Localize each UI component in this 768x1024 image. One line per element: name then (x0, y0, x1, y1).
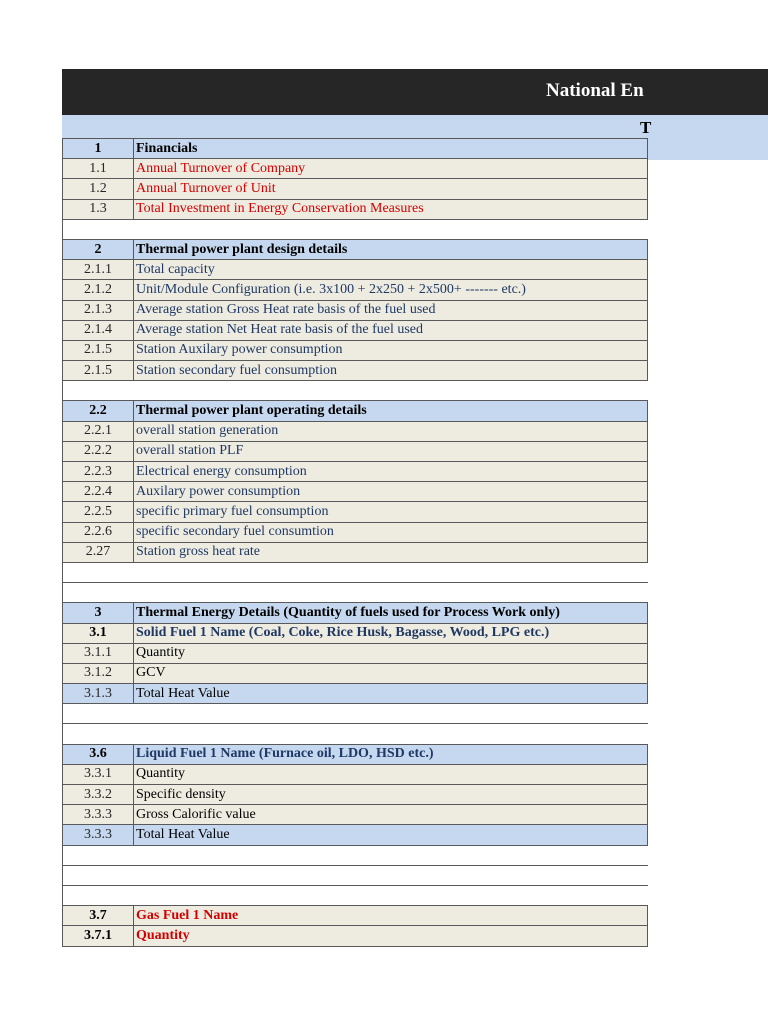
row-description-cell: Liquid Fuel 1 Name (Furnace oil, LDO, HSD etc.) (134, 744, 648, 764)
row-number-cell (63, 219, 134, 239)
row-description-cell (134, 724, 648, 744)
row-description-cell (134, 845, 648, 865)
section-header-row (63, 139, 648, 159)
table-row (63, 542, 648, 562)
row-number-cell: 1.1 (63, 159, 134, 179)
row-description-cell: Station secondary fuel consumption (134, 361, 648, 381)
row-description-cell: Thermal Energy Details (Quantity of fuels used for Process Work only) (134, 603, 648, 623)
row-description-cell: Thermal power plant operating details (134, 401, 648, 421)
row-description-cell (134, 865, 648, 885)
row-description-cell: Quantity (134, 764, 648, 784)
title-banner (62, 69, 768, 115)
row-description-cell: Total Investment in Energy Conservation Measures (134, 199, 648, 219)
blank-row (63, 724, 648, 744)
row-number-cell (63, 562, 134, 582)
row-description-cell (134, 219, 648, 239)
table-row (63, 825, 648, 845)
row-number-cell: 3.3.3 (63, 805, 134, 825)
row-description-cell: Financials (134, 139, 648, 159)
section-header-row (63, 603, 648, 623)
row-number-cell: 3.1 (63, 623, 134, 643)
data-sheet-table (62, 138, 648, 947)
table-row (63, 906, 648, 926)
row-description-cell: Annual Turnover of Unit (134, 179, 648, 199)
row-number-cell: 2.1.5 (63, 361, 134, 381)
table-row (63, 502, 648, 522)
blank-row (63, 381, 648, 401)
row-number-cell: 1.3 (63, 199, 134, 219)
row-number-cell: 2.2.1 (63, 421, 134, 441)
table-row (63, 785, 648, 805)
row-number-cell (63, 583, 134, 603)
table-row (63, 260, 648, 280)
row-description-cell: Auxilary power consumption (134, 482, 648, 502)
row-description-cell (134, 704, 648, 724)
row-description-cell: Average station Gross Heat rate basis of the fuel used (134, 300, 648, 320)
row-number-cell: 3.3.3 (63, 825, 134, 845)
blank-row (63, 885, 648, 905)
row-description-cell: specific secondary fuel consumtion (134, 522, 648, 542)
row-description-cell: Quantity (134, 643, 648, 663)
blank-row (63, 704, 648, 724)
table-row (63, 663, 648, 683)
table-row (63, 179, 648, 199)
row-number-cell: 3 (63, 603, 134, 623)
table-row (63, 684, 648, 704)
row-number-cell (63, 704, 134, 724)
row-description-cell: Total capacity (134, 260, 648, 280)
blank-row (63, 845, 648, 865)
section-header-row (63, 744, 648, 764)
row-description-cell: Quantity (134, 926, 648, 946)
row-description-cell: Electrical energy consumption (134, 462, 648, 482)
blank-row (63, 219, 648, 239)
row-number-cell: 2.1.2 (63, 280, 134, 300)
row-number-cell (63, 885, 134, 905)
table-row (63, 643, 648, 663)
row-number-cell: 3.6 (63, 744, 134, 764)
table-row (63, 462, 648, 482)
section-subtitle: T (640, 118, 652, 137)
table-row (63, 159, 648, 179)
table-row (63, 320, 648, 340)
table-row (63, 421, 648, 441)
table-row (63, 805, 648, 825)
row-description-cell: Solid Fuel 1 Name (Coal, Coke, Rice Husk, Bagasse, Wood, LPG etc.) (134, 623, 648, 643)
row-description-cell: Gross Calorific value (134, 805, 648, 825)
table-row (63, 926, 648, 946)
table-row (63, 623, 648, 643)
row-number-cell: 2.2.6 (63, 522, 134, 542)
row-number-cell (63, 845, 134, 865)
row-number-cell: 1 (63, 139, 134, 159)
row-number-cell: 3.1.1 (63, 643, 134, 663)
table-row (63, 340, 648, 360)
row-number-cell: 2.2.5 (63, 502, 134, 522)
row-description-cell: Specific density (134, 785, 648, 805)
row-number-cell: 3.3.2 (63, 785, 134, 805)
row-description-cell: Station gross heat rate (134, 542, 648, 562)
table-row (63, 361, 648, 381)
row-number-cell: 2.1.1 (63, 260, 134, 280)
row-number-cell: 1.2 (63, 179, 134, 199)
row-description-cell (134, 562, 648, 582)
row-number-cell: 2.2.3 (63, 462, 134, 482)
blank-row (63, 865, 648, 885)
row-description-cell: Annual Turnover of Company (134, 159, 648, 179)
section-header-row (63, 401, 648, 421)
table-row (63, 764, 648, 784)
table-row (63, 522, 648, 542)
table-row (63, 280, 648, 300)
row-number-cell: 3.1.2 (63, 663, 134, 683)
row-number-cell: 2.27 (63, 542, 134, 562)
row-number-cell: 3.7 (63, 906, 134, 926)
row-number-cell: 2.1.4 (63, 320, 134, 340)
page-title: National En (546, 80, 644, 101)
blank-row (63, 583, 648, 603)
row-number-cell (63, 724, 134, 744)
row-number-cell: 3.3.1 (63, 764, 134, 784)
row-description-cell: GCV (134, 663, 648, 683)
row-description-cell: Total Heat Value (134, 825, 648, 845)
row-number-cell: 2.2.4 (63, 482, 134, 502)
table-row (63, 199, 648, 219)
row-description-cell (134, 885, 648, 905)
row-description-cell: specific primary fuel consumption (134, 502, 648, 522)
row-number-cell (63, 381, 134, 401)
row-number-cell: 3.7.1 (63, 926, 134, 946)
row-description-cell: Thermal power plant design details (134, 239, 648, 259)
row-description-cell: Unit/Module Configuration (i.e. 3x100 + 2x250 + 2x500+ ------- etc.) (134, 280, 648, 300)
row-number-cell: 2.2 (63, 401, 134, 421)
row-number-cell: 2 (63, 239, 134, 259)
section-header-row (63, 239, 648, 259)
row-description-cell (134, 583, 648, 603)
row-number-cell: 2.2.2 (63, 441, 134, 461)
row-description-cell: overall station generation (134, 421, 648, 441)
row-description-cell: Station Auxilary power consumption (134, 340, 648, 360)
row-number-cell: 2.1.5 (63, 340, 134, 360)
table-row (63, 300, 648, 320)
row-description-cell: Average station Net Heat rate basis of the fuel used (134, 320, 648, 340)
blank-row (63, 562, 648, 582)
row-description-cell: Total Heat Value (134, 684, 648, 704)
row-description-cell: Gas Fuel 1 Name (134, 906, 648, 926)
row-number-cell (63, 865, 134, 885)
row-number-cell: 3.1.3 (63, 684, 134, 704)
row-description-cell: overall station PLF (134, 441, 648, 461)
row-number-cell: 2.1.3 (63, 300, 134, 320)
table-row (63, 482, 648, 502)
row-description-cell (134, 381, 648, 401)
table-row (63, 441, 648, 461)
